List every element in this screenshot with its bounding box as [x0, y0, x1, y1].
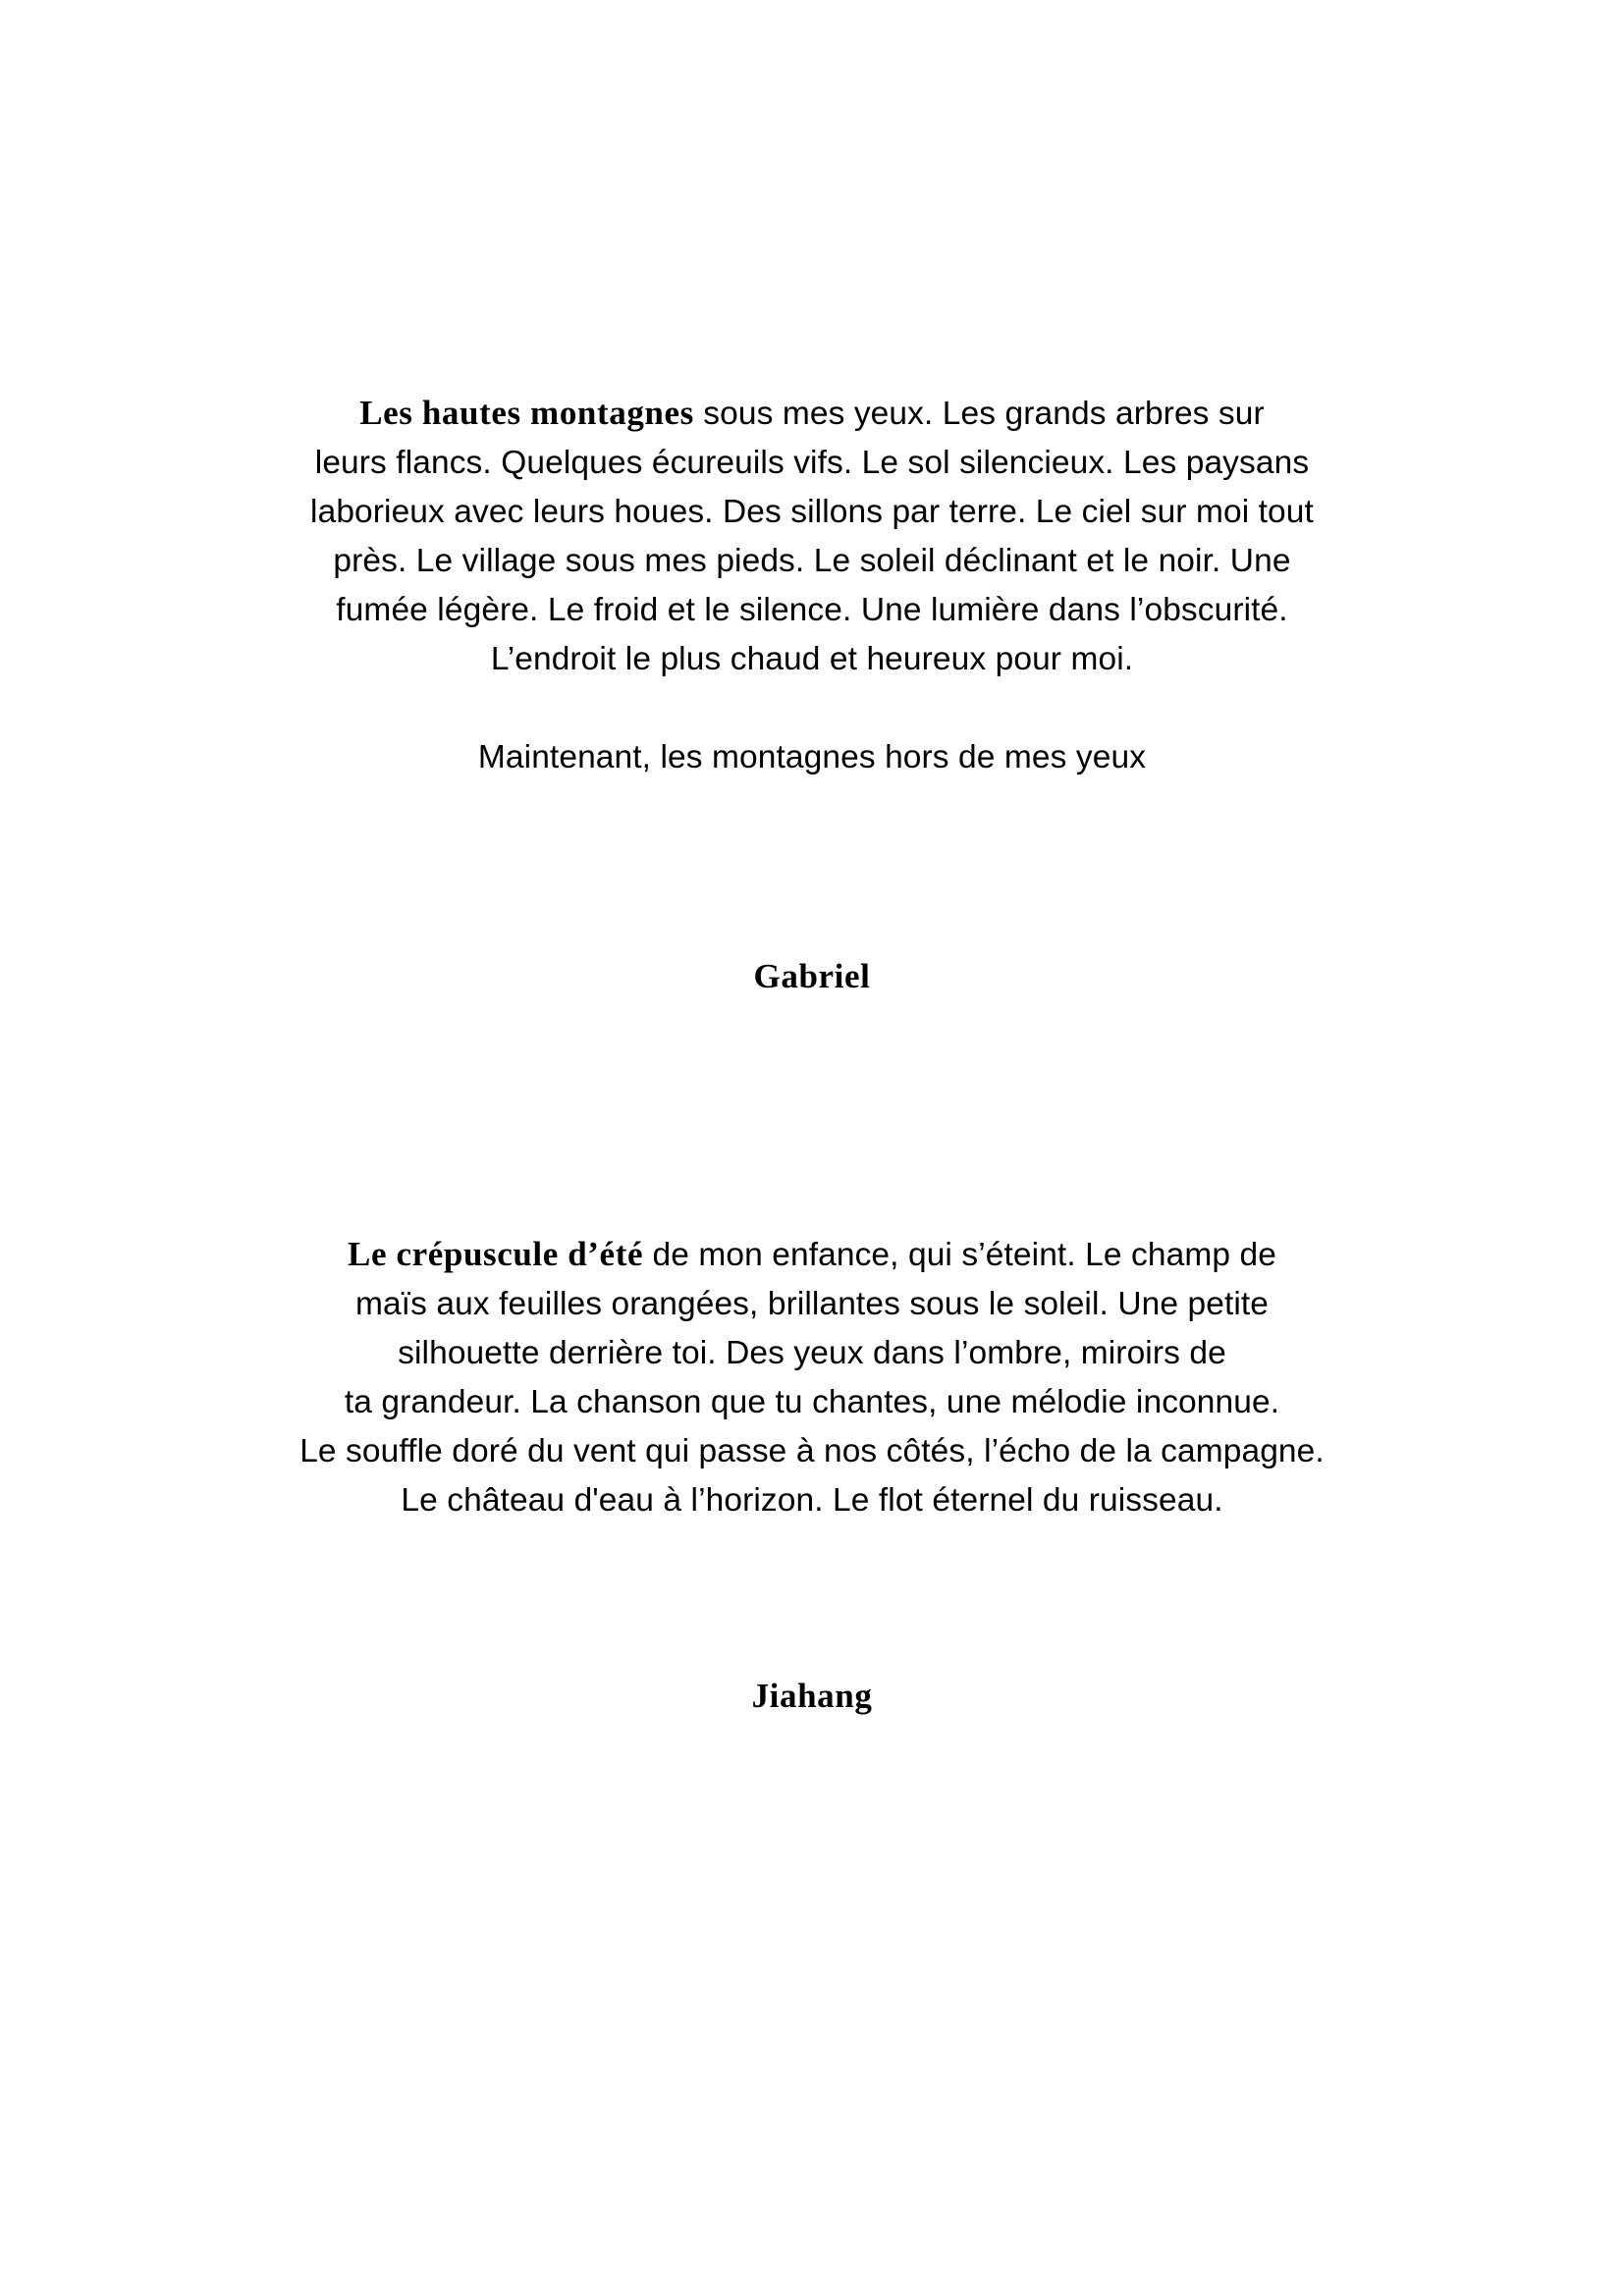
poem-line-text: sous mes yeux. Les grands arbres sur — [693, 396, 1265, 432]
poem-block-one — [232, 389, 1392, 782]
poem-line: fumée légère. Le froid et le silence. Une lumière dans l’obscurité. — [336, 592, 1288, 628]
poem-line: leurs flancs. Quelques écureuils vifs. Le sol silencieux. Les paysans — [314, 445, 1310, 481]
poem-line: Le château d'eau à l’horizon. Le flot éternel du ruisseau. — [401, 1482, 1223, 1519]
stanza-gap — [232, 684, 1392, 733]
poem-line-text: de mon enfance, qui s’éteint. Le champ de — [643, 1237, 1276, 1273]
poem-one-lead-in: Les hautes montagnes — [359, 394, 694, 432]
poem-line: Le souffle doré du vent qui passe à nos côtés, l’écho de la campagne. — [299, 1433, 1325, 1469]
poem-two-body — [232, 1230, 1392, 1525]
poem-line: L’endroit le plus chaud et heureux pour moi. — [490, 641, 1134, 677]
poem-line: ta grandeur. La chanson que tu chantes, une mélodie inconnue. — [344, 1384, 1280, 1420]
poem-one-signature: Gabriel — [753, 957, 871, 995]
poem-block-two — [232, 1230, 1392, 1525]
poem-line: près. Le village sous mes pieds. Le soleil déclinant et le noir. Une — [333, 543, 1291, 579]
poem-two-signature: Jiahang — [751, 1677, 873, 1715]
poem-one-body — [232, 389, 1392, 782]
poem-one-closing-line: Maintenant, les montagnes hors de mes yeux — [477, 739, 1147, 775]
poem-line: laborieux avec leurs houes. Des sillons par terre. Le ciel sur moi tout — [310, 494, 1314, 530]
poem-line — [232, 389, 1392, 439]
poem-line: maïs aux feuilles orangées, brillantes sous le soleil. Une petite — [354, 1286, 1270, 1322]
poem-line — [232, 1230, 1392, 1280]
poem-line: silhouette derrière toi. Des yeux dans l’ombre, miroirs de — [398, 1335, 1226, 1371]
poem-two-lead-in: Le crépuscule d’été — [348, 1235, 644, 1273]
